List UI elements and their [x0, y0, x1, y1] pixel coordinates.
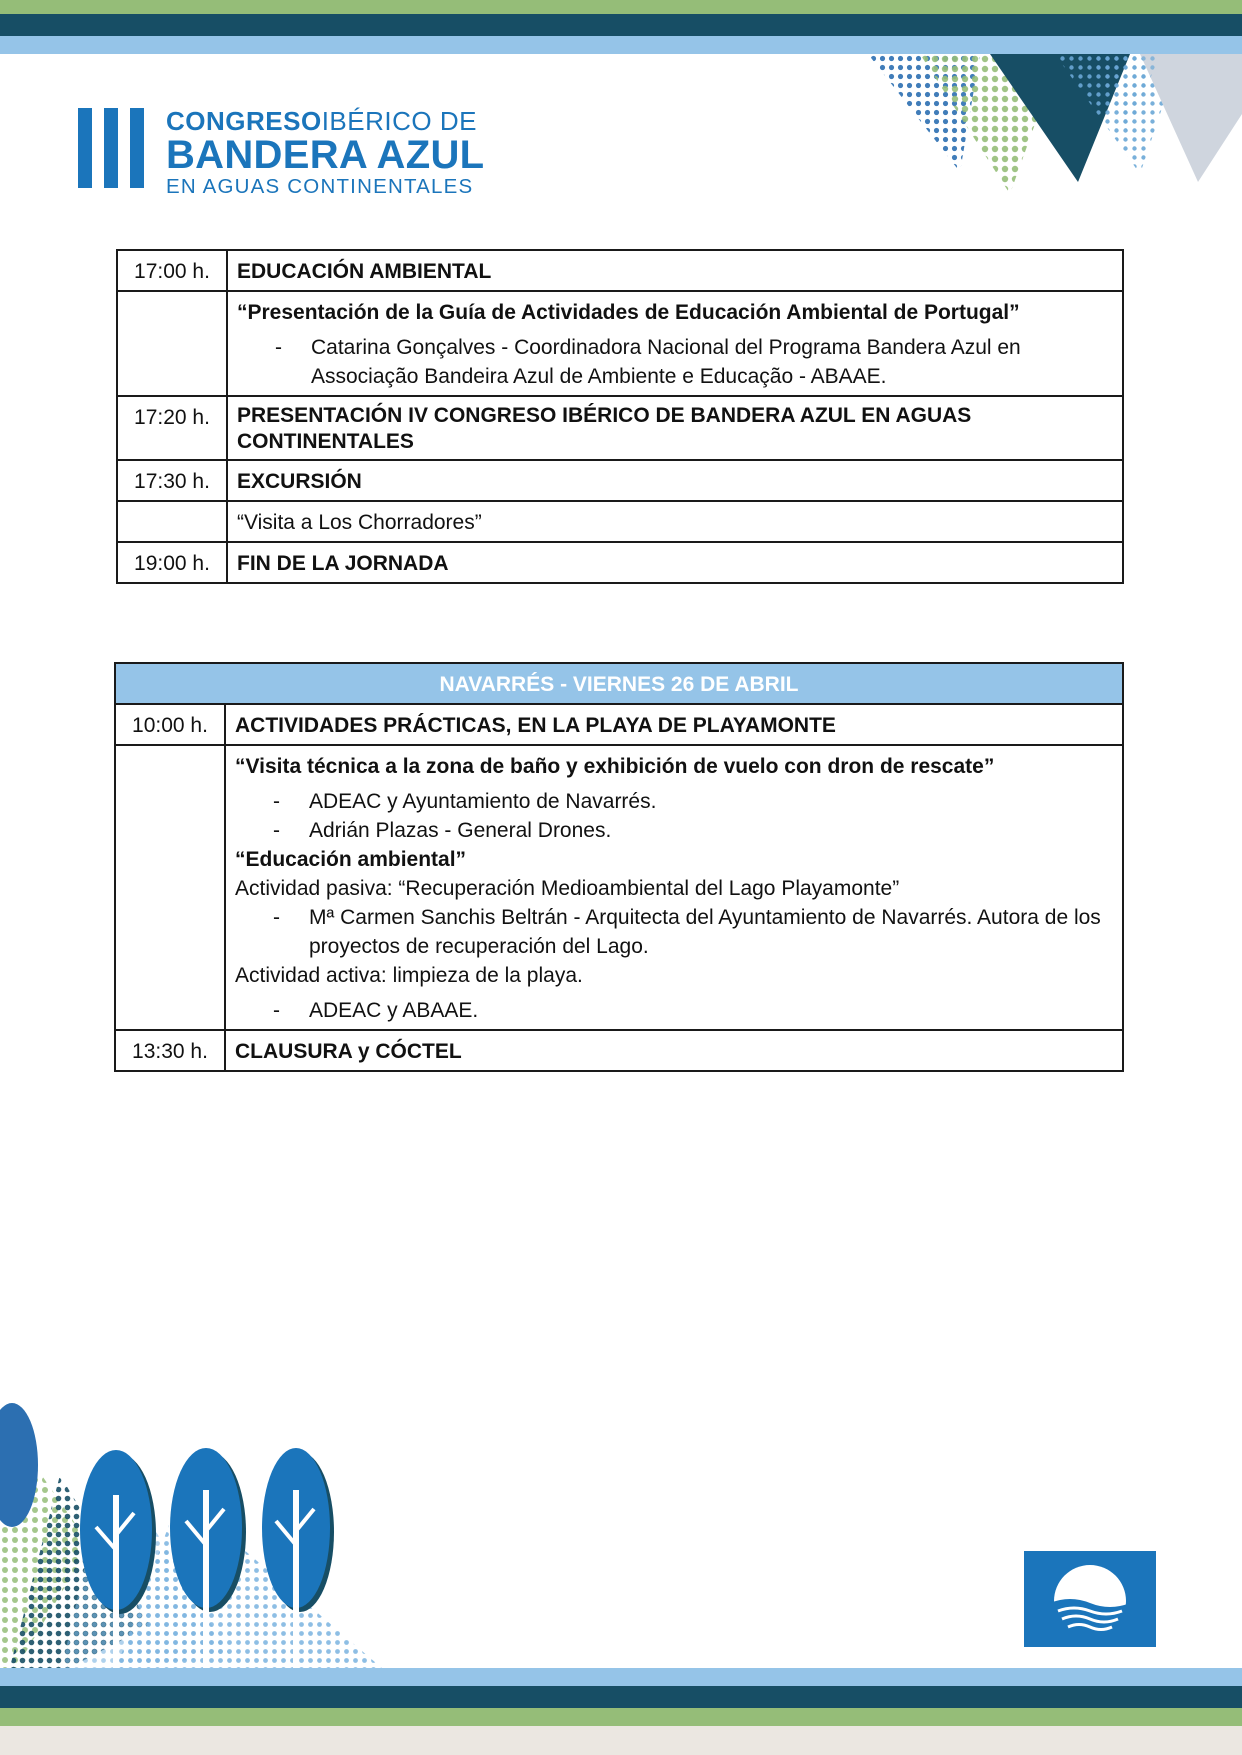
list-item: - ADEAC y Ayuntamiento de Navarrés.: [273, 790, 657, 813]
table-heading-row: [115, 663, 1123, 704]
logo-line-1: CONGRESOIBÉRICO DE: [166, 106, 477, 136]
table-row: [117, 291, 1123, 396]
session-title: CLAUSURA y CÓCTEL: [225, 1030, 1123, 1071]
activity-line: Actividad pasiva: “Recuperación Medioambiental del Lago Playamonte”: [235, 877, 900, 900]
session-title: PRESENTACIÓN IV CONGRESO IBÉRICO DE BANDERA AZUL EN AGUAS CONTINENTALES: [227, 396, 1123, 460]
blue-flag-logo-icon: [1024, 1551, 1156, 1647]
table-row: [117, 501, 1123, 542]
session-title: EXCURSIÓN: [227, 460, 1123, 501]
top-band-green: [0, 0, 1242, 14]
session-detail: “Visita a Los Chorradores”: [227, 501, 1123, 542]
time-cell: 13:30 h.: [115, 1030, 225, 1071]
list-item: - Catarina Gonçalves - Coordinadora Nacional del Programa Bandera Azul en Associação Bandeira Azul de Ambiente e Educação - ABAAE.: [275, 336, 1021, 388]
top-band-light-blue: [0, 36, 1242, 54]
schedule-table-thursday: [116, 249, 1124, 584]
session-title: FIN DE LA JORNADA: [227, 542, 1123, 583]
day-heading: NAVARRÉS - VIERNES 26 DE ABRIL: [115, 663, 1123, 704]
table-row: [117, 250, 1123, 291]
time-cell: [117, 291, 227, 396]
list-item: - ADEAC y ABAAE.: [273, 999, 479, 1022]
session-detail: [227, 291, 1123, 396]
logo-line-3: EN AGUAS CONTINENTALES: [166, 175, 474, 198]
bottom-band-green: [0, 1708, 1242, 1726]
bottom-band-light-blue: [0, 1668, 1242, 1686]
logo-line-2: BANDERA AZUL: [166, 133, 485, 177]
session-subtitle: “Educación ambiental”: [235, 848, 467, 871]
congress-logo: [78, 106, 498, 198]
logo-roman-numeral-icon: [78, 108, 152, 188]
table-row: [115, 1030, 1123, 1071]
time-cell: 10:00 h.: [115, 704, 225, 745]
table-row: [117, 542, 1123, 583]
table-row: [117, 460, 1123, 501]
list-item: - Mª Carmen Sanchis Beltrán - Arquitecta del Ayuntamiento de Navarrés. Autora de los proyectos de recuperación del Lago.: [273, 906, 1101, 958]
time-cell: 17:30 h.: [117, 460, 227, 501]
session-title: EDUCACIÓN AMBIENTAL: [227, 250, 1123, 291]
session-subtitle: “Visita técnica a la zona de baño y exhibición de vuelo con dron de rescate”: [235, 755, 995, 778]
triangle-pattern-decoration: [860, 54, 1242, 200]
bottom-band-navy: [0, 1686, 1242, 1708]
table-row: [115, 704, 1123, 745]
activity-line: Actividad activa: limpieza de la playa.: [235, 964, 583, 987]
time-cell: 19:00 h.: [117, 542, 227, 583]
time-cell: [117, 501, 227, 542]
session-title: ACTIVIDADES PRÁCTICAS, EN LA PLAYA DE PLAYAMONTE: [225, 704, 1123, 745]
table-row: [115, 745, 1123, 1030]
list-item: - Adrián Plazas - General Drones.: [273, 819, 612, 842]
time-cell: 17:00 h.: [117, 250, 227, 291]
table-row: [117, 396, 1123, 460]
session-subtitle: “Presentación de la Guía de Actividades de Educación Ambiental de Portugal”: [237, 301, 1020, 324]
time-cell: 17:20 h.: [117, 396, 227, 460]
time-cell: [115, 745, 225, 1030]
schedule-table-friday: [114, 662, 1124, 1072]
trees-illustration: [0, 1395, 420, 1715]
session-detail: [225, 745, 1123, 1030]
bottom-band-beige: [0, 1726, 1242, 1755]
top-band-navy: [0, 14, 1242, 36]
